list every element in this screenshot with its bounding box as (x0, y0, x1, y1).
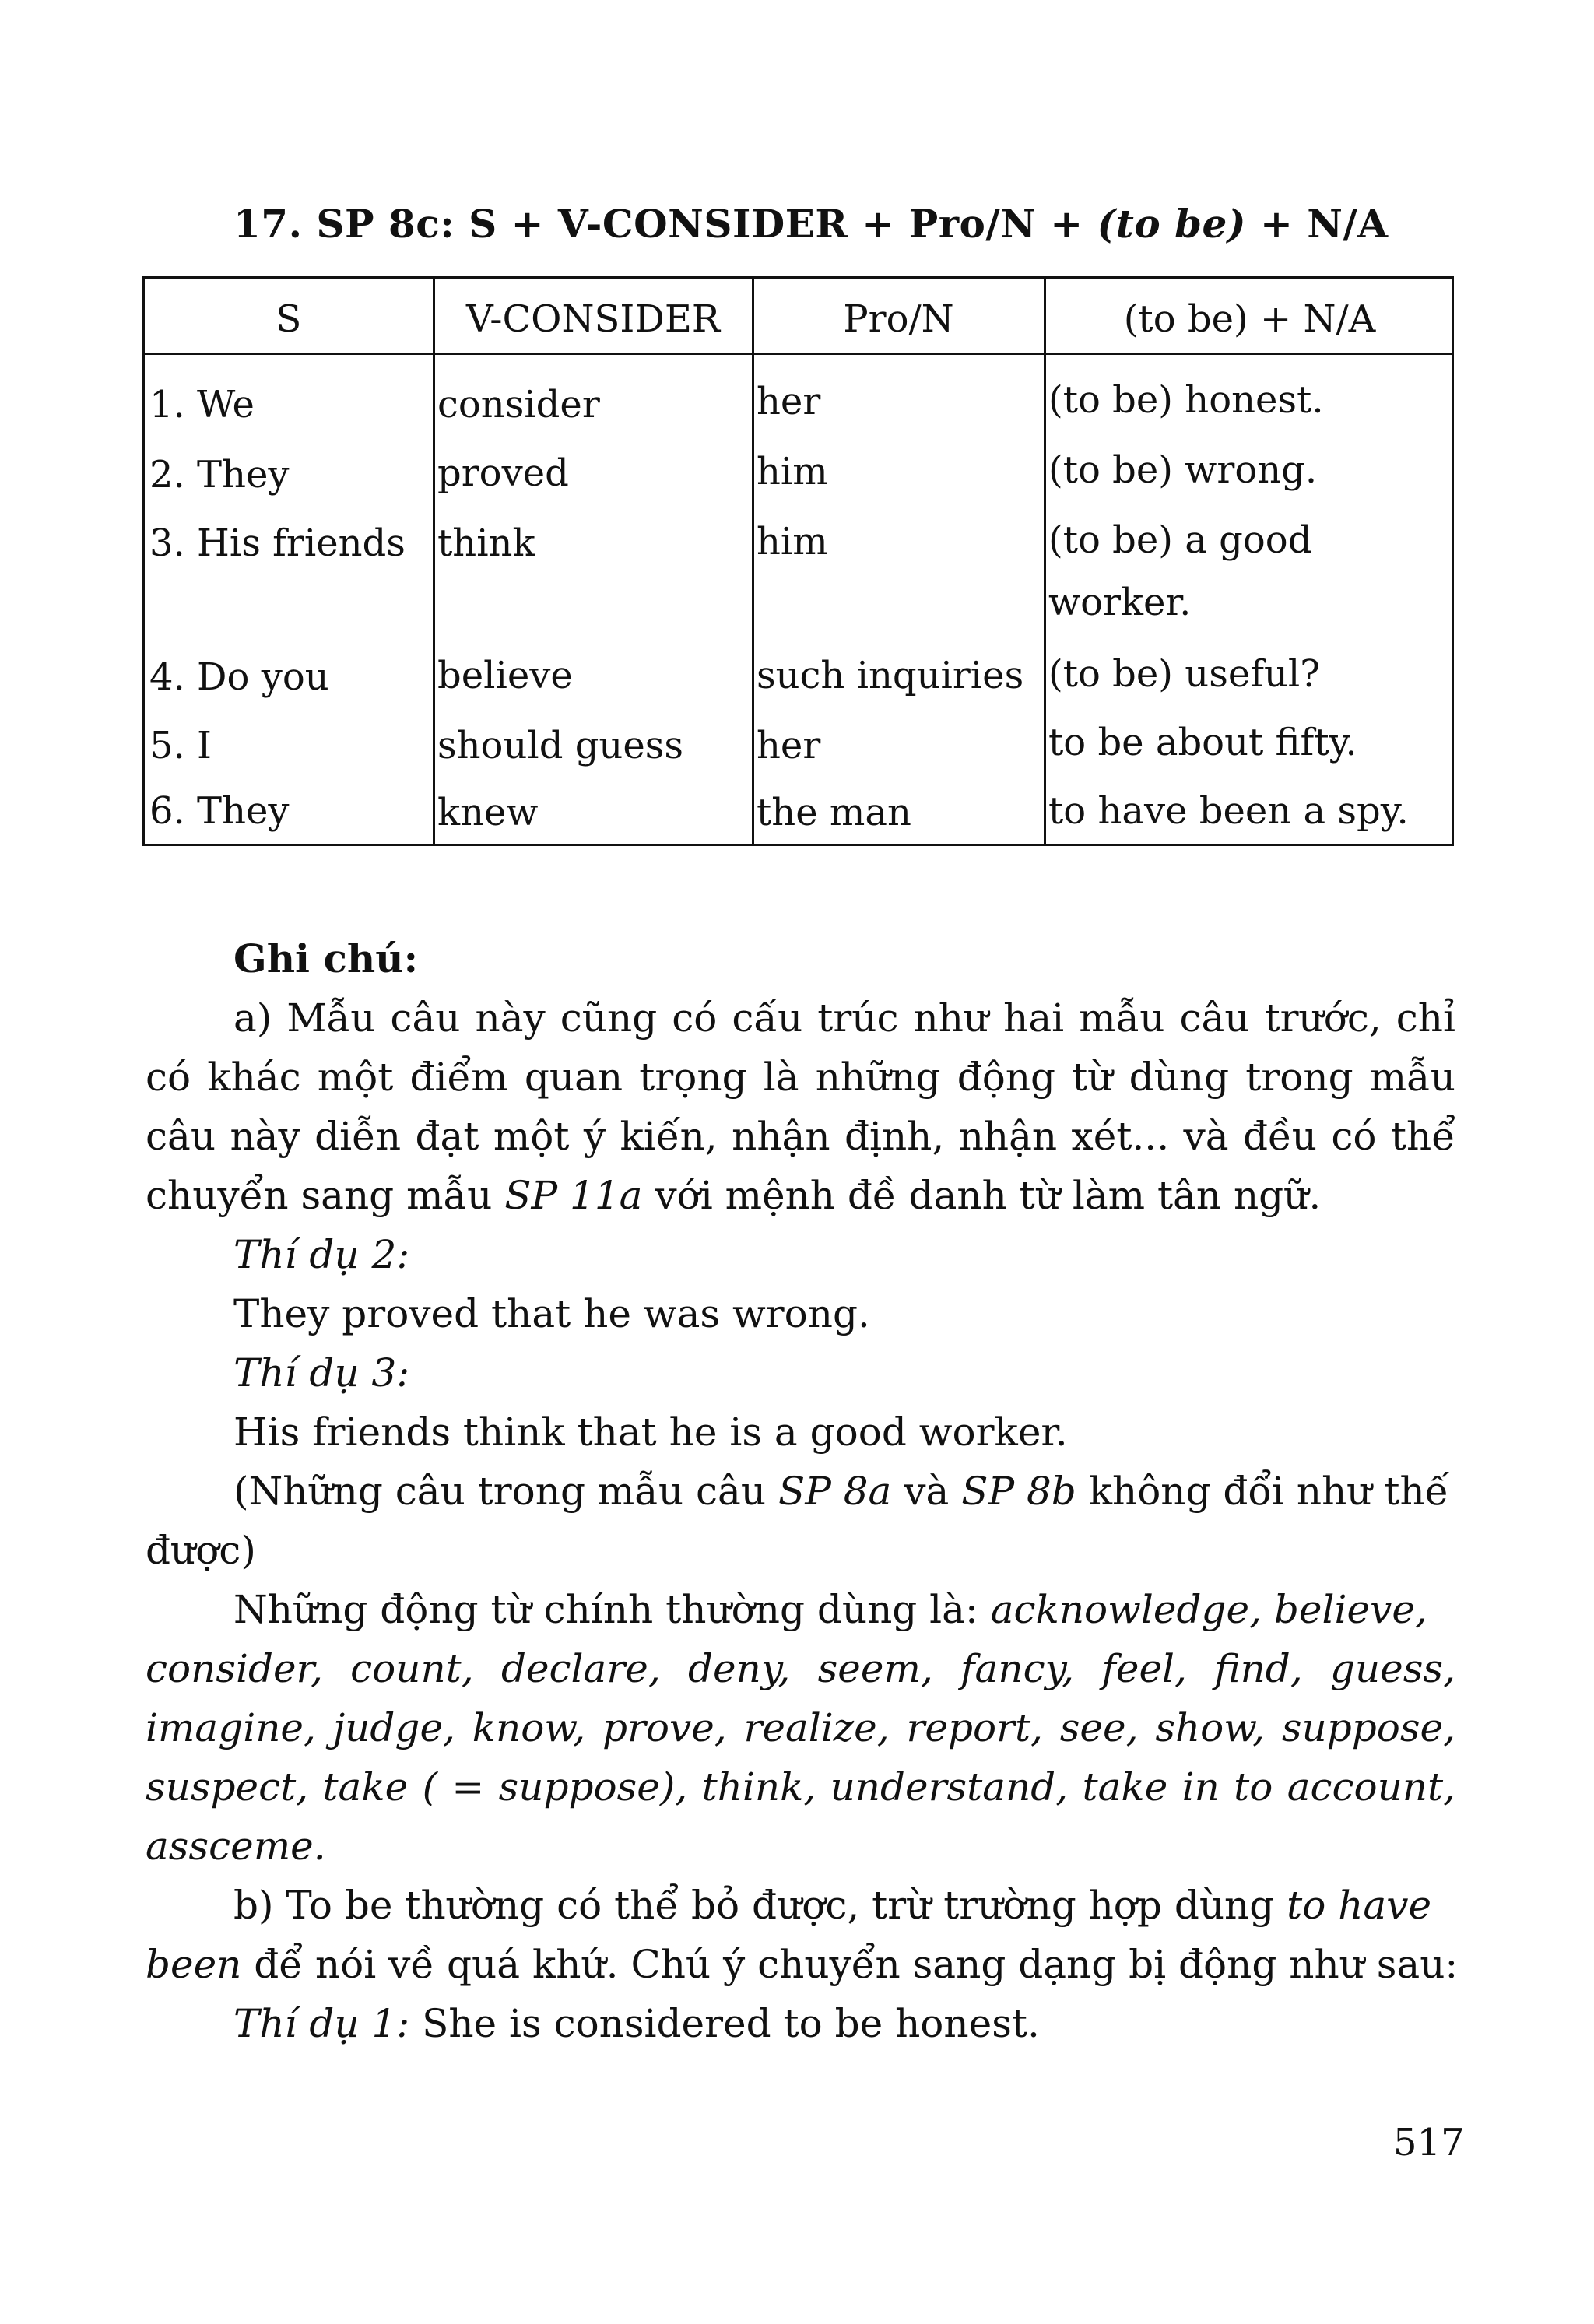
notes-title: Ghi chú: (233, 936, 419, 981)
table-cell: believe (437, 654, 573, 697)
table-cell: knew (437, 791, 539, 834)
text-run: với mệnh đề danh từ làm tân ngữ. (642, 1173, 1322, 1218)
column-divider (1044, 279, 1046, 844)
table-cell: should guess (437, 724, 684, 767)
text-run: b) To be thường có thể bỏ được, trừ trường hợp dùng (233, 1883, 1287, 1928)
verbs-line: imagine, judge, know, prove, realize, report, see, show, suppose, (146, 1705, 1455, 1750)
table-cell: to be about fifty. (1048, 721, 1357, 764)
table-cell: her (757, 380, 821, 423)
text-run-italic: SP 8b (961, 1469, 1076, 1514)
example-label: Thí dụ 1: (233, 2001, 410, 2046)
note-a-line: a) Mẫu câu này cũng có cấu trúc như hai mẫu câu trước, chỉ (233, 995, 1455, 1041)
note-b-line (146, 1941, 1458, 1988)
verbs-line: suspect, take ( = suppose), think, understand, take in to account, (146, 1764, 1455, 1810)
table-cell: him (757, 450, 828, 493)
table-header-complement: (to be) + N/A (1123, 297, 1376, 341)
verbs-line: consider, count, declare, deny, seem, fancy, feel, find, guess, (146, 1646, 1455, 1691)
example-text: They proved that he was wrong. (233, 1291, 870, 1336)
table-cell: (to be) a good (1048, 518, 1312, 562)
table-cell: (to be) honest. (1048, 378, 1324, 422)
text-run: (Những câu trong mẫu câu (233, 1469, 778, 1514)
table-cell: 1. We (149, 383, 255, 427)
table-cell: 4. Do you (149, 655, 329, 699)
text-run-italic: SP 8a (778, 1469, 892, 1514)
note-a-line (146, 1172, 1321, 1219)
heading-italic: (to be) (1097, 201, 1247, 247)
text-run: Những động từ chính thường dùng là: (233, 1587, 991, 1632)
table-cell: worker. (1048, 581, 1192, 624)
table-cell: think (437, 521, 535, 565)
table-cell: him (757, 520, 828, 563)
text-run: không đổi như thế (1076, 1469, 1449, 1514)
table-cell: her (757, 724, 821, 767)
table-cell: (to be) wrong. (1048, 448, 1318, 492)
section-heading (233, 201, 1389, 247)
verbs-line (233, 1586, 1427, 1633)
heading-main: 17. SP 8c: S + V-CONSIDER + Pro/N + (233, 201, 1097, 247)
table-cell: (to be) useful? (1048, 652, 1321, 696)
example-line (233, 2000, 1040, 2047)
text-run: chuyển sang mẫu (146, 1173, 505, 1218)
heading-tail: + N/A (1246, 201, 1389, 247)
note-a-line: có khác một điểm quan trọng là những động từ dùng trong mẫu (146, 1055, 1455, 1100)
table-header-s: S (276, 297, 302, 341)
table-cell: 2. They (149, 453, 290, 497)
note-paren-line (233, 1468, 1448, 1515)
note-a-line: câu này diễn đạt một ý kiến, nhận định, nhận xét... và đều có thể (146, 1114, 1455, 1159)
header-divider (145, 353, 1452, 355)
note-b-line (233, 1882, 1431, 1929)
pattern-table (142, 276, 1454, 846)
text-run: và (891, 1469, 962, 1514)
text-run-italic: SP 11a (504, 1173, 643, 1218)
text-run-italic: been (146, 1942, 242, 1987)
table-cell: 3. His friends (149, 521, 406, 565)
table-cell: proved (437, 451, 569, 495)
verbs-line: assceme. (146, 1824, 326, 1869)
example-text: She is considered to be honest. (409, 2001, 1040, 2046)
table-cell: 5. I (149, 724, 212, 767)
table-cell: the man (757, 791, 911, 834)
table-cell: consider (437, 383, 600, 427)
column-divider (433, 279, 435, 844)
text-run-italic: to have (1287, 1883, 1432, 1928)
column-divider (752, 279, 754, 844)
table-cell: to have been a spy. (1048, 789, 1409, 833)
table-header-verb: V-CONSIDER (465, 297, 721, 341)
note-paren-line: được) (146, 1528, 256, 1573)
page-number: 517 (1393, 2121, 1465, 2164)
table-cell: such inquiries (757, 654, 1024, 697)
example-label: Thí dụ 3: (233, 1350, 410, 1395)
text-run-italic: acknowledge, believe, (990, 1587, 1427, 1632)
table-header-pron: Pro/N (843, 297, 954, 341)
example-label: Thí dụ 2: (233, 1232, 410, 1277)
text-run: để nói về quá khứ. Chú ý chuyển sang dạng bị động như sau: (241, 1942, 1459, 1987)
example-text: His friends think that he is a good worker. (233, 1409, 1068, 1455)
table-cell: 6. They (149, 789, 290, 833)
